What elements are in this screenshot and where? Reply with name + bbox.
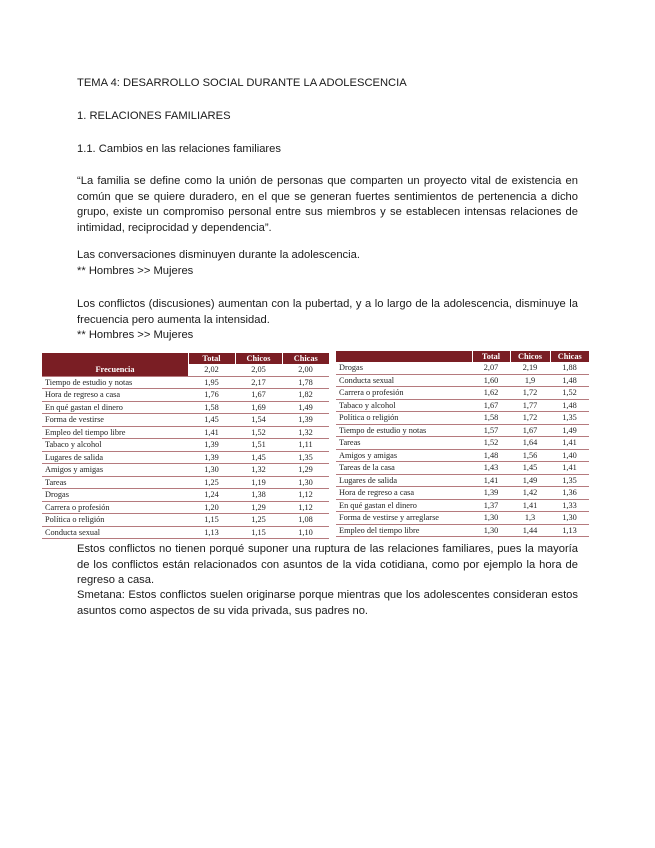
- total-value: 1,95: [188, 376, 235, 389]
- chicos-value: 1,54: [235, 414, 282, 427]
- table-row: [336, 399, 589, 412]
- total-value: 1,45: [188, 414, 235, 427]
- total-value: 2,02: [188, 364, 235, 376]
- chicos-value: 1,56: [510, 449, 550, 462]
- row-label: Conducta sexual: [42, 526, 188, 539]
- row-label: Tabaco y alcohol: [336, 399, 472, 412]
- row-label: Tabaco y alcohol: [42, 439, 188, 452]
- section-heading: 1. RELACIONES FAMILIARES: [77, 110, 231, 122]
- chicas-value: 1,39: [282, 414, 329, 427]
- table-row: [336, 362, 589, 374]
- table-row: [42, 489, 329, 502]
- header-blank: [336, 351, 472, 362]
- table-row: [42, 526, 329, 539]
- table-row: [42, 401, 329, 414]
- chicas-value: 1,35: [550, 474, 589, 487]
- row-label: Lugares de salida: [42, 451, 188, 464]
- smetana-paragraph: Smetana: Estos conflictos suelen originarse porque mientras que los adolescentes consideran estos asuntos como aspectos de su vida privada, sus padres no.: [77, 589, 578, 617]
- chicas-value: 2,00: [282, 364, 329, 376]
- table-row: [336, 424, 589, 437]
- chicas-value: 1,48: [550, 374, 589, 387]
- total-value: 1,30: [472, 524, 510, 537]
- row-label: Drogas: [336, 362, 472, 374]
- table-header: [42, 353, 329, 364]
- row-label: Tiempo de estudio y notas: [336, 424, 472, 437]
- chicas-value: 1,49: [282, 401, 329, 414]
- frequency-selector[interactable]: Frecuencia: [42, 364, 188, 376]
- chicos-value: 1,67: [510, 424, 550, 437]
- subsection-heading: 1.1. Cambios en las relaciones familiares: [77, 143, 281, 155]
- chicos-value: 2,17: [235, 376, 282, 389]
- chicas-value: 1,88: [550, 362, 589, 374]
- table-row: [42, 414, 329, 427]
- table-row: [42, 376, 329, 389]
- chicas-value: 1,40: [550, 449, 589, 462]
- total-value: 1,48: [472, 449, 510, 462]
- total-value: 1,39: [188, 451, 235, 464]
- chicas-value: 1,08: [282, 514, 329, 527]
- row-label: Forma de vestirse y arreglarse: [336, 512, 472, 525]
- chicas-value: 1,30: [550, 512, 589, 525]
- table-row: [336, 437, 589, 450]
- total-value: 1,39: [472, 487, 510, 500]
- total-value: 1,37: [472, 499, 510, 512]
- chicos-value: 1,9: [510, 374, 550, 387]
- chicos-value: 1,72: [510, 387, 550, 400]
- row-label: Carrera o profesión: [336, 387, 472, 400]
- chicas-value: 1,13: [550, 524, 589, 537]
- total-value: 1,24: [188, 489, 235, 502]
- chicas-value: 1,11: [282, 439, 329, 452]
- table-row: [42, 476, 329, 489]
- row-label: Política o religión: [42, 514, 188, 527]
- table-row: [336, 512, 589, 525]
- chicos-value: 1,32: [235, 464, 282, 477]
- table-row: [42, 451, 329, 464]
- chicos-value: 1,3: [510, 512, 550, 525]
- ruptura-paragraph: Estos conflictos no tienen porqué suponer una ruptura de las relaciones familiares, pues la mayoría de los conflictos están relacionados con asuntos de la vida cotidiana, como por ejemplo la hora de regreso a casa.: [77, 543, 578, 586]
- total-value: 1,57: [472, 424, 510, 437]
- chicos-value: 1,49: [510, 474, 550, 487]
- chicos-value: 1,15: [235, 526, 282, 539]
- column-header: Chicas: [550, 351, 589, 362]
- column-header: Chicos: [510, 351, 550, 362]
- row-label: Tareas: [336, 437, 472, 450]
- table-row: [336, 462, 589, 475]
- table-row: [336, 524, 589, 537]
- row-label: Tiempo de estudio y notas: [42, 376, 188, 389]
- row-label: Tareas de la casa: [336, 462, 472, 475]
- total-value: 1,60: [472, 374, 510, 387]
- total-value: 1,52: [472, 437, 510, 450]
- table-row: [42, 389, 329, 402]
- chicas-value: 1,52: [550, 387, 589, 400]
- chicas-value: 1,41: [550, 462, 589, 475]
- total-value: 1,58: [472, 412, 510, 425]
- chicos-value: 1,38: [235, 489, 282, 502]
- total-value: 1,39: [188, 439, 235, 452]
- chicas-value: 1,12: [282, 489, 329, 502]
- column-header: Chicas: [282, 353, 329, 364]
- total-value: 1,25: [188, 476, 235, 489]
- total-value: 1,20: [188, 501, 235, 514]
- table-row: [42, 426, 329, 439]
- row-label: Empleo del tiempo libre: [42, 426, 188, 439]
- chicos-value: 2,19: [510, 362, 550, 374]
- table-header: [336, 351, 589, 362]
- chicas-value: 1,33: [550, 499, 589, 512]
- chicos-value: 1,77: [510, 399, 550, 412]
- row-label: Carrera o profesión: [42, 501, 188, 514]
- table-row: [42, 439, 329, 452]
- chicos-value: 1,64: [510, 437, 550, 450]
- total-value: 1,15: [188, 514, 235, 527]
- row-label: Drogas: [42, 489, 188, 502]
- total-value: 1,58: [188, 401, 235, 414]
- chicos-value: 1,25: [235, 514, 282, 527]
- row-label: Tareas: [42, 476, 188, 489]
- total-value: 1,30: [472, 512, 510, 525]
- chicos-value: 1,69: [235, 401, 282, 414]
- chicos-value: 1,51: [235, 439, 282, 452]
- frequency-table-right: [336, 351, 589, 537]
- column-header: Total: [472, 351, 510, 362]
- hombres-mujeres-note: ** Hombres >> Mujeres: [77, 329, 194, 341]
- row-label: Empleo del tiempo libre: [336, 524, 472, 537]
- table-row: [336, 412, 589, 425]
- chicos-value: 1,44: [510, 524, 550, 537]
- row-label: En qué gastan el dinero: [336, 499, 472, 512]
- frequency-table-left: [42, 353, 329, 539]
- table-row: [42, 514, 329, 527]
- row-label: Amigos y amigas: [42, 464, 188, 477]
- row-label: Conducta sexual: [336, 374, 472, 387]
- chicas-value: 1,82: [282, 389, 329, 402]
- row-label: En qué gastan el dinero: [42, 401, 188, 414]
- row-label: Lugares de salida: [336, 474, 472, 487]
- column-header: Total: [188, 353, 235, 364]
- total-value: 1,41: [188, 426, 235, 439]
- chicos-value: 2,05: [235, 364, 282, 376]
- row-label: Forma de vestirse: [42, 414, 188, 427]
- table-row: [336, 499, 589, 512]
- quote-paragraph: “La familia se define como la unión de personas que comparten un proyecto vital de existencia en común que se quiere duradero, en el que se generan fuertes sentimientos de pertenencia a dicho grupo, existe un compromiso personal entre sus miembros y se establecen intensas relaciones de intimidad, reciprocidad y dependencia”.: [77, 175, 578, 234]
- hombres-mujeres-note: ** Hombres >> Mujeres: [77, 265, 194, 277]
- table-row: [336, 374, 589, 387]
- row-label: Hora de regreso a casa: [42, 389, 188, 402]
- chicas-value: 1,32: [282, 426, 329, 439]
- chicas-value: 1,35: [550, 412, 589, 425]
- chicos-value: 1,67: [235, 389, 282, 402]
- table-row: [42, 464, 329, 477]
- row-label: Hora de regreso a casa: [336, 487, 472, 500]
- conversaciones-text: Las conversaciones disminuyen durante la adolescencia.: [77, 249, 360, 261]
- chicas-value: 1,29: [282, 464, 329, 477]
- chicas-value: 1,10: [282, 526, 329, 539]
- table-row: [336, 474, 589, 487]
- row-label: Amigos y amigas: [336, 449, 472, 462]
- column-header: Chicos: [235, 353, 282, 364]
- chicos-value: 1,45: [510, 462, 550, 475]
- total-value: 1,43: [472, 462, 510, 475]
- tema-title: TEMA 4: DESARROLLO SOCIAL DURANTE LA ADOLESCENCIA: [77, 77, 407, 89]
- chicos-value: 1,52: [235, 426, 282, 439]
- chicos-value: 1,19: [235, 476, 282, 489]
- chicas-value: 1,36: [550, 487, 589, 500]
- total-value: 1,13: [188, 526, 235, 539]
- total-value: 1,30: [188, 464, 235, 477]
- chicas-value: 1,30: [282, 476, 329, 489]
- table-row: [336, 387, 589, 400]
- total-value: 1,62: [472, 387, 510, 400]
- chicas-value: 1,78: [282, 376, 329, 389]
- table-row: [336, 487, 589, 500]
- header-blank: [42, 353, 188, 364]
- chicas-value: 1,12: [282, 501, 329, 514]
- row-label: Política o religión: [336, 412, 472, 425]
- table-row: [42, 364, 329, 376]
- chicos-value: 1,45: [235, 451, 282, 464]
- total-value: 1,76: [188, 389, 235, 402]
- total-value: 2,07: [472, 362, 510, 374]
- chicos-value: 1,41: [510, 499, 550, 512]
- total-value: 1,67: [472, 399, 510, 412]
- chicos-value: 1,29: [235, 501, 282, 514]
- chicas-value: 1,49: [550, 424, 589, 437]
- chicas-value: 1,41: [550, 437, 589, 450]
- chicas-value: 1,48: [550, 399, 589, 412]
- conflictos-paragraph: Los conflictos (discusiones) aumentan con la pubertad, y a lo largo de la adolescencia, disminuye la frecuencia pero aumenta la intensidad.: [77, 298, 578, 326]
- table-row: [42, 501, 329, 514]
- total-value: 1,41: [472, 474, 510, 487]
- chicas-value: 1,35: [282, 451, 329, 464]
- table-row: [336, 449, 589, 462]
- chicos-value: 1,72: [510, 412, 550, 425]
- chicos-value: 1,42: [510, 487, 550, 500]
